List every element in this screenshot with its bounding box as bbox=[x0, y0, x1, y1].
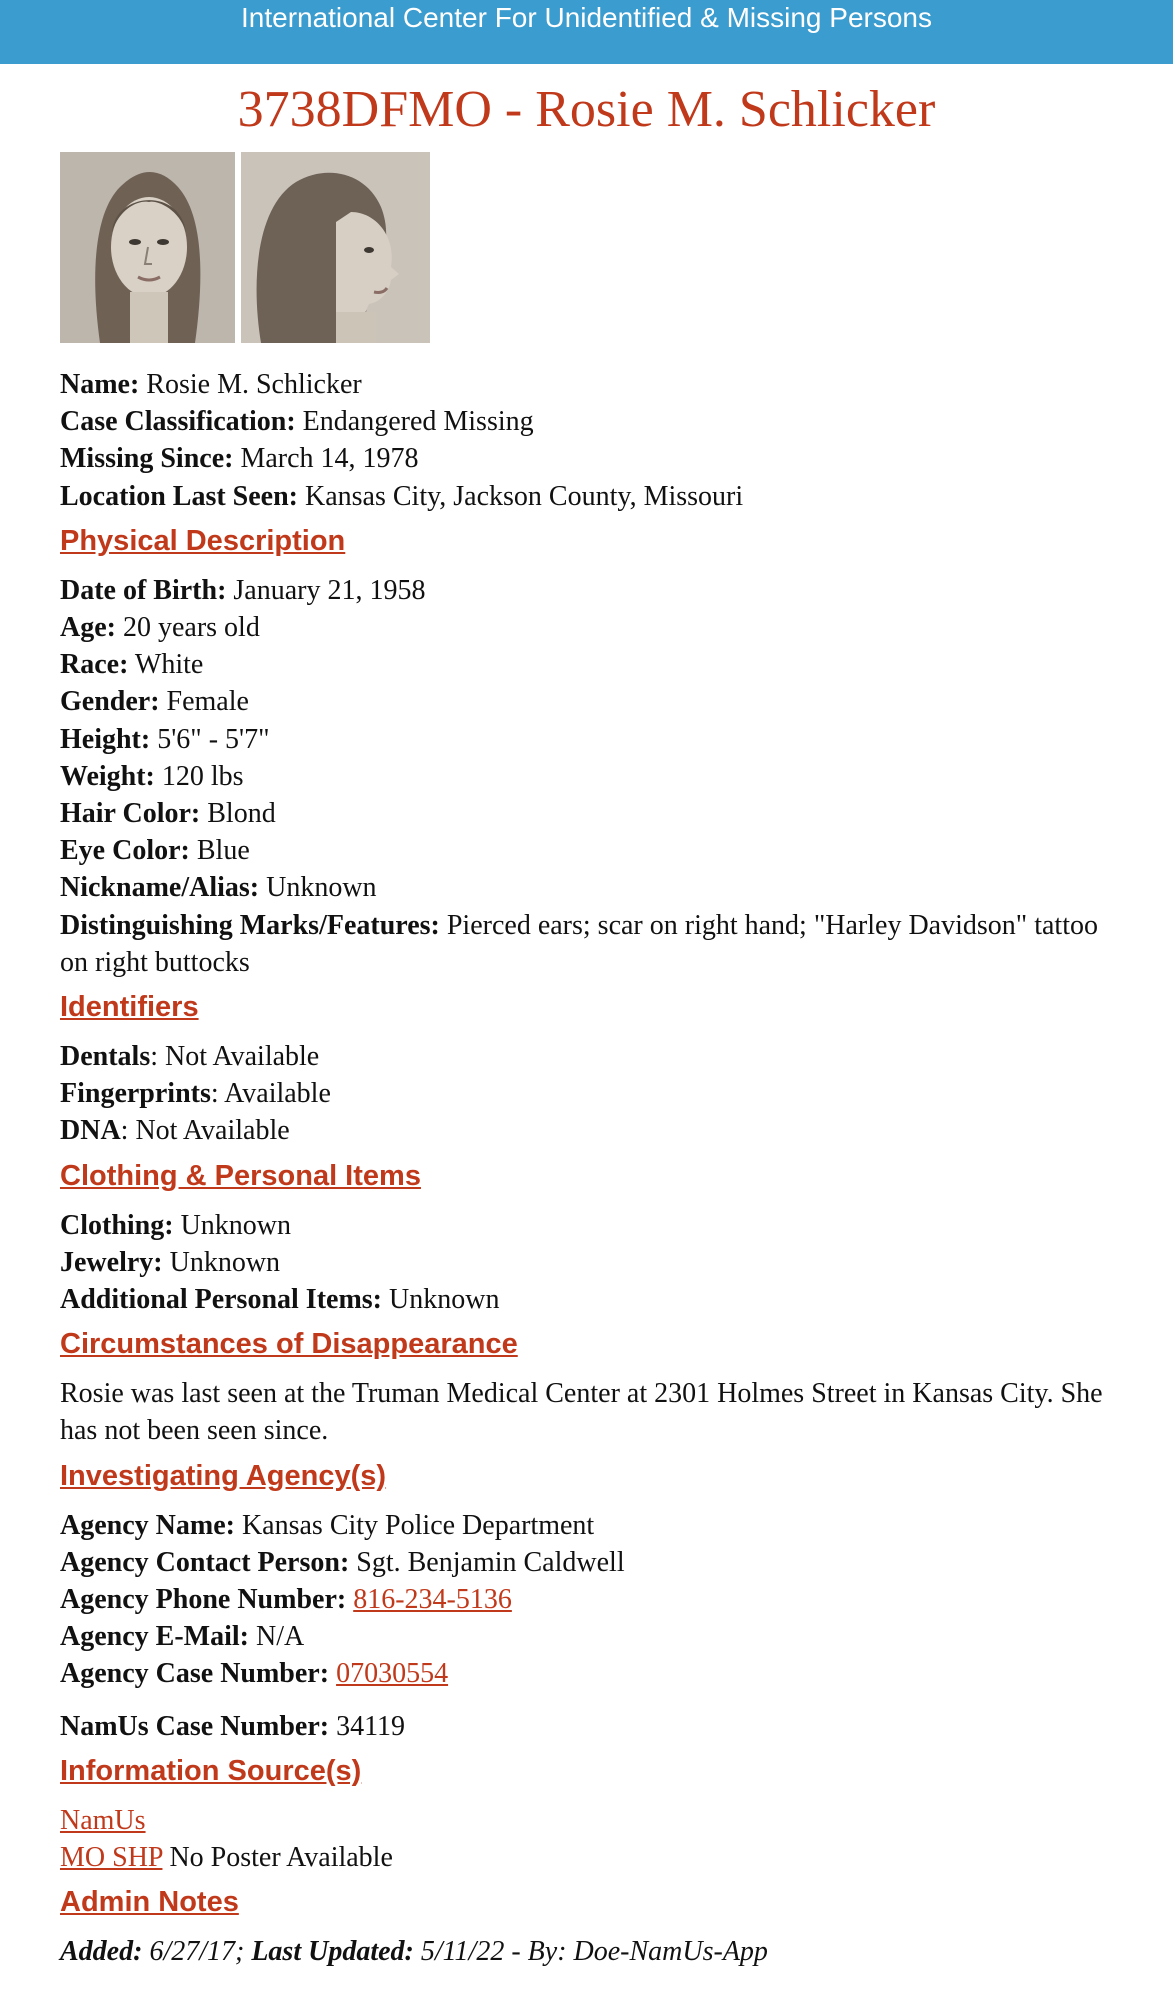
source-namus-row bbox=[60, 1802, 1120, 1839]
age-label: Age: bbox=[60, 612, 116, 644]
clothing-value: Unknown bbox=[180, 1209, 292, 1241]
updated-label: Last Updated: bbox=[251, 1936, 414, 1968]
classification-value: Endangered Missing bbox=[302, 406, 534, 438]
weight-row bbox=[60, 758, 1120, 795]
jewelry-value: Unknown bbox=[169, 1246, 281, 1278]
added-value: 6/27/17; bbox=[149, 1936, 245, 1968]
dob-label: Date of Birth: bbox=[60, 574, 227, 606]
namus-case-row bbox=[60, 1708, 1120, 1745]
agency-case-label: Agency Case Number: bbox=[60, 1658, 330, 1690]
clothing-heading[interactable]: Clothing & Personal Items bbox=[60, 1159, 421, 1192]
agency-heading[interactable]: Investigating Agency(s) bbox=[60, 1459, 387, 1492]
dentals-value: Not Available bbox=[165, 1041, 320, 1073]
agency-contact-label: Agency Contact Person: bbox=[60, 1546, 350, 1578]
height-row bbox=[60, 721, 1120, 758]
agency-phone-row bbox=[60, 1581, 1120, 1618]
dentals-row: Dentals: Not Available bbox=[60, 1041, 320, 1073]
page-title: 3738DFMO - Rosie M. Schlicker bbox=[237, 81, 936, 138]
hair-row bbox=[60, 795, 1120, 832]
additional-items-value: Unknown bbox=[389, 1284, 500, 1316]
age-value: 20 years old bbox=[122, 612, 260, 644]
gender-row bbox=[60, 683, 1120, 720]
sources-heading[interactable]: Information Source(s) bbox=[60, 1754, 362, 1787]
agency-phone-label: Agency Phone Number: bbox=[60, 1584, 347, 1616]
location-value: Kansas City, Jackson County, Missouri bbox=[305, 480, 744, 512]
agency-contact-value: Sgt. Benjamin Caldwell bbox=[356, 1546, 625, 1578]
fingerprints-value: Available bbox=[224, 1078, 331, 1110]
clothing-label: Clothing: bbox=[60, 1209, 174, 1241]
spacer bbox=[60, 1693, 1120, 1708]
race-value: White bbox=[134, 649, 204, 681]
profile-photo-image bbox=[241, 152, 430, 343]
height-value: 5'6" - 5'7" bbox=[157, 723, 270, 755]
alias-label: Nickname/Alias: bbox=[60, 872, 260, 904]
marks-value: Pierced ears; scar on right hand; "Harley Davidson" tattoo on right buttocks bbox=[60, 909, 1098, 978]
classification-row bbox=[60, 403, 1120, 440]
alias-value: Unknown bbox=[266, 872, 377, 904]
namus-source-link[interactable]: NamUs bbox=[60, 1804, 146, 1836]
admin-notes-row bbox=[60, 1933, 1120, 1970]
location-row bbox=[60, 478, 1120, 515]
missing-since-row bbox=[60, 440, 1120, 477]
fingerprints-row: Fingerprints: Available bbox=[60, 1078, 331, 1110]
front-photo[interactable] bbox=[60, 152, 235, 343]
dna-value: Not Available bbox=[135, 1115, 290, 1147]
jewelry-label: Jewelry: bbox=[60, 1246, 163, 1278]
location-label: Location Last Seen: bbox=[60, 480, 298, 512]
name-label: Name: bbox=[60, 369, 140, 400]
eye-label: Eye Color: bbox=[60, 835, 190, 867]
additional-items-row bbox=[60, 1281, 1120, 1318]
missing-since-value: March 14, 1978 bbox=[240, 443, 419, 475]
admin-notes-heading[interactable]: Admin Notes bbox=[60, 1886, 239, 1919]
name-row bbox=[60, 366, 1120, 403]
hair-label: Hair Color: bbox=[60, 798, 201, 830]
dna-label: DNA bbox=[60, 1115, 121, 1147]
dentals-label: Dentals bbox=[60, 1041, 151, 1073]
added-label: Added: bbox=[60, 1936, 143, 1968]
circumstances-heading[interactable]: Circumstances of Disappearance bbox=[60, 1328, 518, 1361]
namus-case-value: 34119 bbox=[336, 1710, 406, 1742]
moshp-note: No Poster Available bbox=[169, 1842, 393, 1874]
jewelry-row bbox=[60, 1244, 1120, 1281]
classification-label: Case Classification: bbox=[60, 406, 296, 438]
age-row bbox=[60, 609, 1120, 646]
gender-label: Gender: bbox=[60, 686, 160, 718]
agency-phone-link[interactable]: 816-234-5136 bbox=[353, 1584, 512, 1616]
physical-description-heading[interactable]: Physical Description bbox=[60, 524, 346, 557]
agency-name-row bbox=[60, 1507, 1120, 1544]
dob-row bbox=[60, 572, 1120, 609]
clothing-row bbox=[60, 1207, 1120, 1244]
case-details bbox=[60, 366, 1120, 1971]
dna-row: DNA: Not Available bbox=[60, 1115, 290, 1147]
site-header bbox=[0, 0, 1173, 64]
agency-name-label: Agency Name: bbox=[60, 1509, 235, 1541]
dob-value: January 21, 1958 bbox=[233, 574, 426, 606]
race-label: Race: bbox=[60, 649, 129, 681]
hair-value: Blond bbox=[207, 798, 276, 830]
eye-value: Blue bbox=[196, 835, 250, 867]
marks-label: Distinguishing Marks/Features: bbox=[60, 909, 440, 941]
front-photo-image bbox=[60, 152, 235, 343]
agency-email-label: Agency E-Mail: bbox=[60, 1621, 249, 1653]
eye-row bbox=[60, 832, 1120, 869]
agency-name-value: Kansas City Police Department bbox=[241, 1509, 595, 1541]
source-moshp-row bbox=[60, 1839, 1120, 1876]
updated-value: 5/11/22 - By: Doe-NamUs-App bbox=[420, 1936, 768, 1968]
weight-label: Weight: bbox=[60, 760, 155, 792]
alias-row bbox=[60, 869, 1120, 906]
name-value: Rosie M. Schlicker bbox=[146, 369, 362, 400]
height-label: Height: bbox=[60, 723, 151, 755]
circumstances-text: Rosie was last seen at the Truman Medical Center at 2301 Holmes Street in Kansas City. She has not been seen since. bbox=[60, 1378, 1103, 1447]
gender-value: Female bbox=[166, 686, 249, 718]
marks-row bbox=[60, 907, 1120, 981]
namus-case-label: NamUs Case Number: bbox=[60, 1710, 330, 1742]
agency-case-row bbox=[60, 1655, 1120, 1692]
agency-case-link[interactable]: 07030554 bbox=[336, 1658, 449, 1690]
agency-email-row bbox=[60, 1618, 1120, 1655]
identifiers-heading[interactable]: Identifiers bbox=[60, 991, 199, 1024]
agency-email-value: N/A bbox=[255, 1621, 305, 1653]
weight-value: 120 lbs bbox=[161, 760, 244, 792]
fingerprints-label: Fingerprints bbox=[60, 1078, 211, 1110]
site-title: International Center For Unidentified & Missing Persons bbox=[240, 2, 932, 33]
missing-since-label: Missing Since: bbox=[60, 443, 234, 475]
additional-items-label: Additional Personal Items: bbox=[60, 1284, 382, 1316]
agency-contact-row bbox=[60, 1544, 1120, 1581]
race-row bbox=[60, 646, 1120, 683]
moshp-source-link[interactable]: MO SHP bbox=[60, 1842, 163, 1874]
profile-photo[interactable] bbox=[241, 152, 430, 343]
